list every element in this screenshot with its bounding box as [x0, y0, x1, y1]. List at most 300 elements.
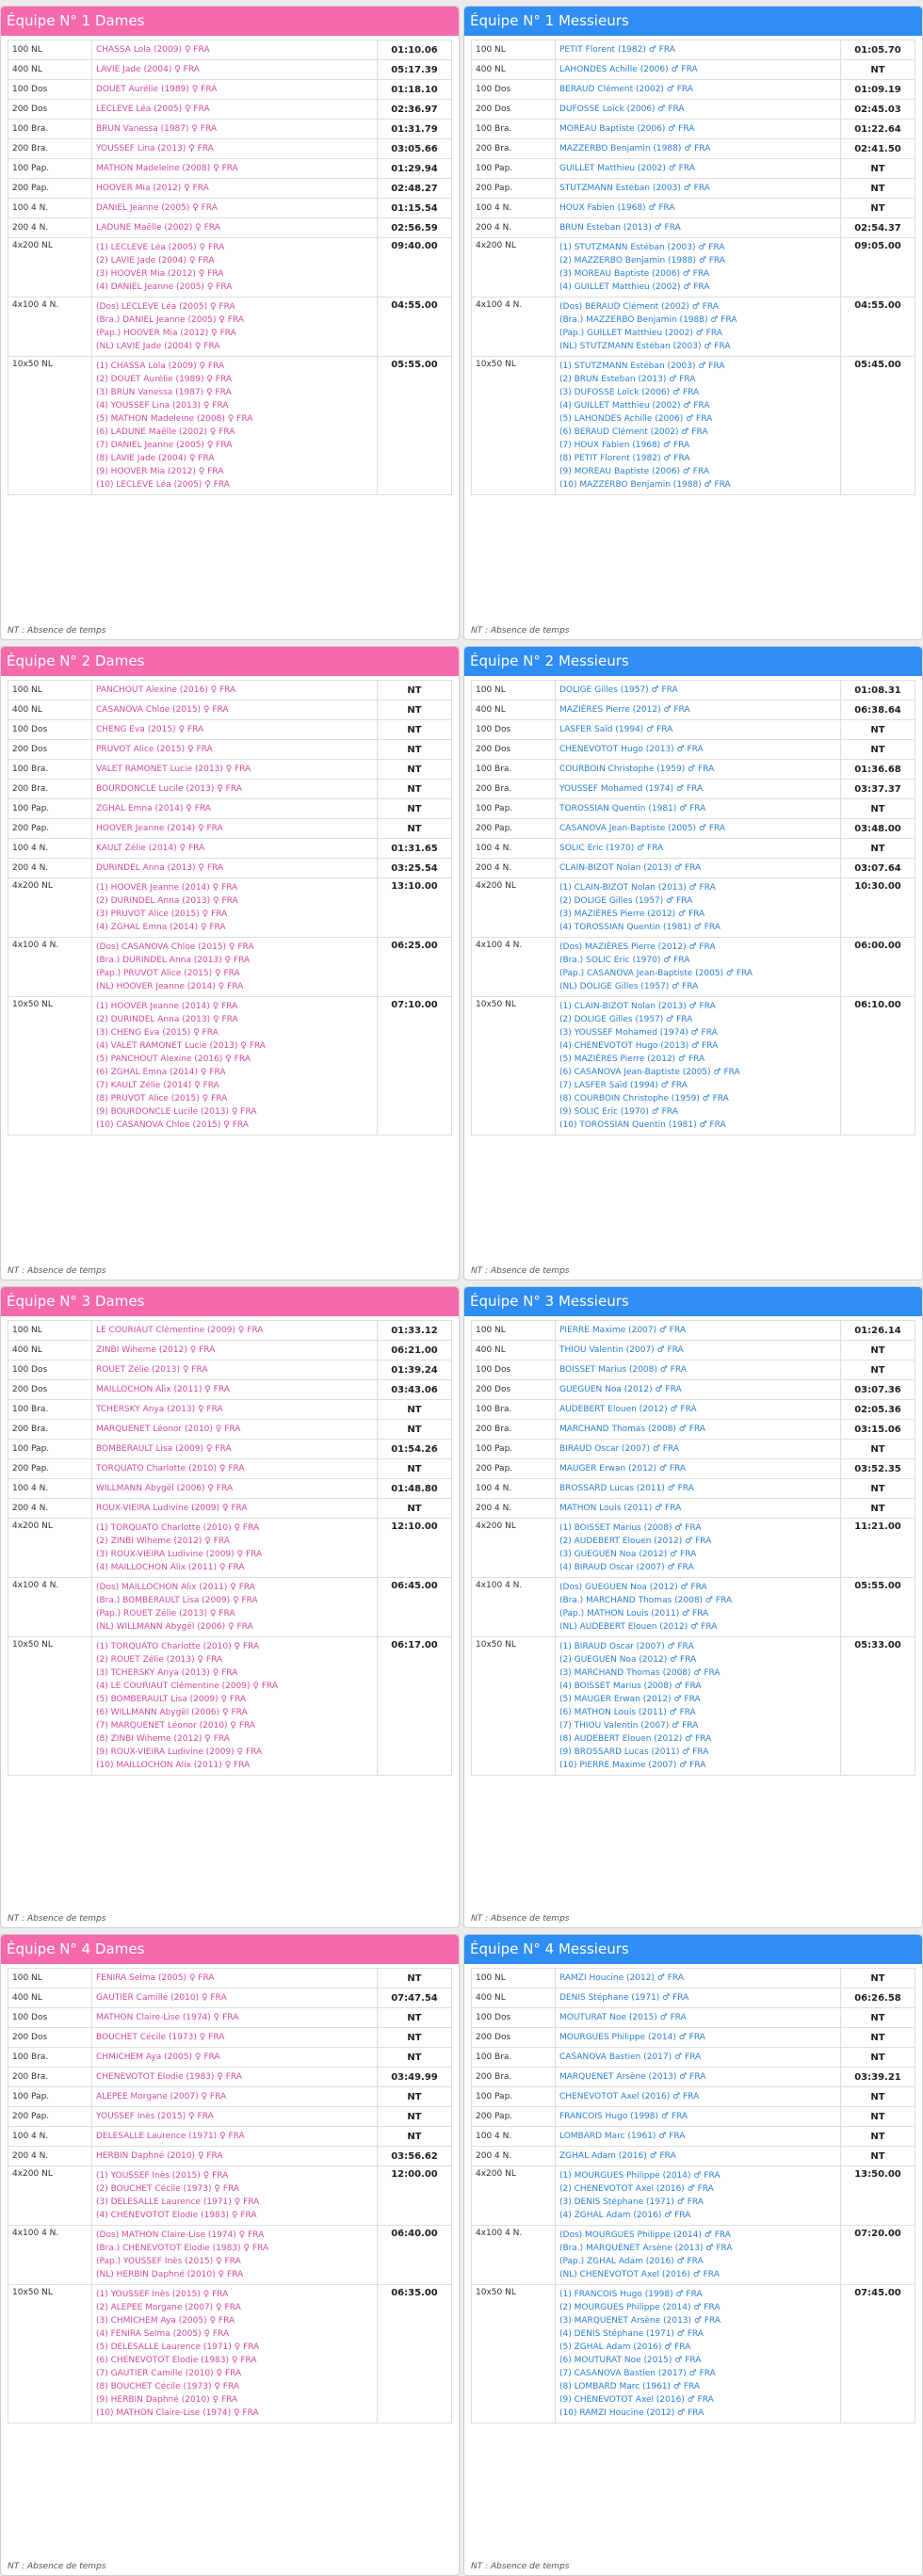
swimmer-entry: (2) DOLIGE Gilles (1957) ♂ FRA [559, 1015, 693, 1024]
event-row [8, 720, 452, 740]
event-label: 100 Bra. [8, 2048, 92, 2068]
swimmer-entry: (5) ZGHAL Adam (2016) ♂ FRA [559, 2343, 691, 2352]
swimmer-entry: (7) KAULT Zélie (2014) ♀ FRA [96, 1081, 219, 1090]
team-panel [463, 1286, 923, 1928]
time-value: 06:17.00 [378, 1637, 452, 1776]
event-label: 10x50 NL [472, 997, 556, 1135]
team-title: Équipe N° 4 Messieurs [464, 1935, 922, 1964]
time-value: 09:40.00 [378, 238, 452, 298]
event-row [472, 1988, 915, 2008]
swimmer-entry: (9) CHENEVOTOT Axel (2016) ♂ FRA [559, 2395, 714, 2405]
event-row [8, 740, 452, 760]
time-value: 03:43.06 [378, 1380, 452, 1400]
event-row [472, 120, 915, 139]
swimmer-entry: MATHON Louis (2011) ♂ FRA [559, 1504, 682, 1513]
swimmer-entry: (3) MARCHAND Thomas (2008) ♂ FRA [559, 1668, 721, 1678]
swimmer-entry: (2) DOLIGE Gilles (1957) ♂ FRA [559, 896, 693, 906]
event-row [472, 681, 915, 700]
time-value: 05:55.00 [841, 1578, 915, 1637]
event-row [8, 159, 452, 179]
event-label: 100 Bra. [472, 2048, 556, 2068]
swimmer-entry: (4) CHENEVOTOT Elodie (1983) ♀ FRA [96, 2211, 257, 2220]
swimmer-entry: (1) FRANCOIS Hugo (1998) ♂ FRA [559, 2290, 703, 2299]
swimmer-entry: (8) AUDEBERT Elouen (2012) ♂ FRA [559, 1734, 712, 1744]
time-value: 04:55.00 [841, 298, 915, 357]
event-label: 100 4 N. [8, 1479, 92, 1499]
time-value: 03:07.64 [841, 859, 915, 878]
swimmer-entry: (NL) AUDEBERT Elouen (2012) ♂ FRA [559, 1622, 718, 1632]
swimmer-entry: BRUN Vanessa (1987) ♀ FRA [96, 124, 218, 134]
time-value: 06:35.00 [378, 2285, 452, 2423]
swimmer-entry: PIERRE Maxime (2007) ♂ FRA [559, 1326, 687, 1335]
swimmer-entry: (Dos) MATHON Claire-Lise (1974) ♀ FRA [96, 2230, 265, 2240]
nt-legend: NT : Absence de temps [8, 626, 106, 636]
swimmers-cell [92, 1459, 378, 1479]
swimmer-entry: MAUGER Erwan (2012) ♂ FRA [559, 1464, 687, 1473]
time-value: 13:50.00 [841, 2166, 915, 2226]
swimmer-entry: (8) BOUCHET Cécile (1973) ♀ FRA [96, 2382, 240, 2391]
event-row [8, 1341, 452, 1360]
swimmers-cell [556, 2028, 841, 2048]
event-row [472, 100, 915, 120]
swimmer-entry: PANCHOUT Alexine (2016) ♀ FRA [96, 685, 236, 695]
event-row [472, 2107, 915, 2127]
team-table [471, 1320, 915, 1776]
time-value: 05:17.39 [378, 60, 452, 80]
swimmers-cell [556, 1988, 841, 2008]
time-value: NT [841, 2127, 915, 2147]
swimmer-entry: CHENEVOTOT Hugo (2013) ♂ FRA [559, 745, 704, 754]
event-row [8, 1479, 452, 1499]
swimmer-entry: (3) MARQUENET Arsène (2013) ♂ FRA [559, 2316, 721, 2326]
event-row [472, 2008, 915, 2028]
event-label: 4x200 NL [472, 2166, 556, 2226]
time-value: NT [378, 681, 452, 700]
swimmers-cell [92, 1479, 378, 1499]
swimmer-entry: (3) CHMICHEM Aya (2005) ♀ FRA [96, 2316, 235, 2326]
swimmer-entry: (10) LECLEVE Léa (2005) ♀ FRA [96, 480, 230, 490]
swimmer-entry: (7) HOUX Fabien (1968) ♂ FRA [559, 441, 690, 450]
swimmer-entry: (3) CHENG Eva (2015) ♀ FRA [96, 1028, 219, 1038]
time-value: NT [378, 700, 452, 720]
event-row [8, 997, 452, 1135]
swimmers-cell [556, 1479, 841, 1499]
swimmers-cell [556, 199, 841, 218]
swimmer-entry: (Pap.) HOOVER Mia (2012) ♀ FRA [96, 329, 236, 338]
event-row [472, 720, 915, 740]
event-row [8, 357, 452, 495]
event-label: 200 Bra. [472, 780, 556, 799]
swimmer-entry: LADUNE Maëlle (2002) ♀ FRA [96, 223, 220, 233]
swimmers-cell [92, 2147, 378, 2166]
swimmer-entry: DENIS Stéphane (1971) ♂ FRA [559, 1993, 689, 2003]
swimmer-entry: SOLIC Eric (1970) ♂ FRA [559, 844, 664, 853]
time-value: 02:05.36 [841, 1400, 915, 1420]
swimmer-entry: (4) ZGHAL Adam (2016) ♂ FRA [559, 2211, 691, 2220]
swimmer-entry: MATHON Claire-Lise (1974) ♀ FRA [96, 2013, 239, 2022]
swimmer-entry: (4) BOISSET Marius (2008) ♂ FRA [559, 1682, 702, 1691]
swimmers-cell [92, 100, 378, 120]
swimmer-entry: (Bra.) BOMBERAULT Lisa (2009) ♀ FRA [96, 1596, 258, 1605]
event-label: 100 Bra. [472, 1400, 556, 1420]
event-row [472, 2166, 915, 2226]
event-row [8, 1420, 452, 1440]
swimmer-entry: HOOVER Jeanne (2014) ♀ FRA [96, 824, 223, 833]
swimmer-entry: (Dos) CASANOVA Chloe (2015) ♀ FRA [96, 942, 254, 952]
time-value: NT [841, 159, 915, 179]
time-value: NT [841, 60, 915, 80]
event-row [8, 2166, 452, 2226]
swimmer-entry: (3) DELESALLE Laurence (1971) ♀ FRA [96, 2198, 260, 2207]
time-value: NT [841, 1360, 915, 1380]
swimmer-entry: (5) LAHONDES Achille (2006) ♂ FRA [559, 414, 713, 424]
swimmer-entry: (9) HERBIN Daphné (2010) ♀ FRA [96, 2395, 238, 2405]
time-value: 05:45.00 [841, 357, 915, 495]
event-label: 100 4 N. [472, 2127, 556, 2147]
event-row [8, 1321, 452, 1341]
swimmers-cell [556, 80, 841, 100]
swimmers-cell [92, 179, 378, 199]
swimmer-entry: (10) RAMZI Houcine (2012) ♂ FRA [559, 2408, 704, 2418]
event-row [8, 1459, 452, 1479]
swimmer-entry: (5) MAZIÈRES Pierre (2012) ♂ FRA [559, 1055, 705, 1064]
event-row [8, 839, 452, 859]
time-value: NT [841, 2087, 915, 2107]
event-row [472, 298, 915, 357]
swimmer-entry: (2) BOUCHET Cécile (1973) ♀ FRA [96, 2184, 240, 2194]
swimmers-cell [92, 1341, 378, 1360]
swimmers-cell [556, 1420, 841, 1440]
time-value: 03:05.66 [378, 139, 452, 159]
swimmers-cell [92, 2028, 378, 2048]
team-title: Équipe N° 3 Messieurs [464, 1287, 922, 1316]
swimmer-entry: BERAUD Clément (2002) ♂ FRA [559, 85, 693, 94]
event-row [472, 1440, 915, 1459]
swimmer-entry: (5) BOMBERAULT Lisa (2009) ♀ FRA [96, 1695, 247, 1704]
swimmers-cell [92, 2166, 378, 2226]
event-row [8, 2285, 452, 2423]
swimmer-entry: (10) MATHON Claire-Lise (1974) ♀ FRA [96, 2408, 259, 2418]
swimmer-entry: WILLMANN Abygël (2006) ♀ FRA [96, 1484, 234, 1493]
time-value: 01:48.80 [378, 1479, 452, 1499]
swimmer-entry: DUFOSSE Loïck (2006) ♂ FRA [559, 105, 685, 114]
swimmers-cell [92, 1519, 378, 1578]
swimmers-cell [556, 720, 841, 740]
swimmers-cell [556, 2285, 841, 2423]
swimmer-entry: (6) BERAUD Clément (2002) ♂ FRA [559, 427, 708, 437]
swimmer-entry: (10) MAZZERBO Benjamin (1988) ♂ FRA [559, 480, 731, 490]
event-row [472, 1479, 915, 1499]
swimmer-entry: LASFER Saïd (1994) ♂ FRA [559, 725, 673, 734]
swimmer-entry: (1) TORQUATO Charlotte (2010) ♀ FRA [96, 1523, 260, 1533]
swimmers-cell [556, 878, 841, 938]
event-label: 4x200 NL [8, 2166, 92, 2226]
event-label: 100 Pap. [8, 1440, 92, 1459]
nt-legend: NT : Absence de temps [471, 626, 570, 636]
swimmer-entry: (1) BOISSET Marius (2008) ♂ FRA [559, 1523, 702, 1533]
event-label: 100 Bra. [8, 120, 92, 139]
swimmers-cell [92, 159, 378, 179]
event-label: 100 Pap. [8, 799, 92, 819]
event-row [8, 2028, 452, 2048]
swimmer-entry: BOUCHET Cécile (1973) ♀ FRA [96, 2033, 225, 2042]
swimmers-cell [92, 1321, 378, 1341]
time-value: 03:25.54 [378, 859, 452, 878]
swimmers-cell [556, 120, 841, 139]
swimmers-cell [556, 1440, 841, 1459]
event-label: 100 NL [8, 1969, 92, 1988]
swimmer-entry: (5) MATHON Madeleine (2008) ♀ FRA [96, 414, 253, 424]
event-label: 100 Dos [472, 2008, 556, 2028]
time-value: 04:55.00 [378, 298, 452, 357]
event-label: 100 NL [472, 1969, 556, 1988]
event-label: 10x50 NL [8, 1637, 92, 1776]
swimmer-entry: (Bra.) MARCHAND Thomas (2008) ♂ FRA [559, 1596, 733, 1605]
time-value: NT [378, 1400, 452, 1420]
event-label: 100 Bra. [8, 1400, 92, 1420]
swimmer-entry: CASANOVA Bastien (2017) ♂ FRA [559, 2053, 702, 2062]
swimmer-entry: (2) MOURGUES Philippe (2014) ♂ FRA [559, 2303, 721, 2312]
event-label: 200 Bra. [8, 780, 92, 799]
nt-legend: NT : Absence de temps [471, 1266, 570, 1276]
event-label: 100 Dos [472, 80, 556, 100]
swimmers-cell [556, 2068, 841, 2087]
team-panel [463, 1934, 923, 2576]
swimmer-entry: (6) ZGHAL Emna (2014) ♀ FRA [96, 1068, 226, 1077]
event-label: 100 NL [8, 1321, 92, 1341]
event-row [472, 1519, 915, 1578]
time-value: 01:09.19 [841, 80, 915, 100]
swimmers-cell [92, 80, 378, 100]
swimmer-entry: (3) MOREAU Baptiste (2006) ♂ FRA [559, 269, 709, 279]
event-label: 200 4 N. [472, 1499, 556, 1519]
time-value: 01:36.68 [841, 760, 915, 780]
time-value: 06:40.00 [378, 2226, 452, 2285]
swimmers-cell [556, 997, 841, 1135]
event-label: 400 NL [472, 60, 556, 80]
event-row [472, 1637, 915, 1776]
swimmer-entry: (3) BRUN Vanessa (1987) ♀ FRA [96, 388, 232, 397]
time-value: NT [841, 1341, 915, 1360]
time-value: 11:21.00 [841, 1519, 915, 1578]
swimmer-entry: (4) MAILLOCHON Alix (2011) ♀ FRA [96, 1563, 245, 1572]
event-row [8, 1499, 452, 1519]
swimmer-entry: TOROSSIAN Quentin (1981) ♂ FRA [559, 804, 706, 813]
swimmers-cell [92, 1578, 378, 1637]
swimmer-entry: (3) PRUVOT Alice (2015) ♀ FRA [96, 910, 228, 919]
event-row [472, 997, 915, 1135]
swimmer-entry: (2) CHENEVOTOT Axel (2016) ♂ FRA [559, 2184, 714, 2194]
swimmer-entry: (1) CLAIN-BIZOT Nolan (2013) ♂ FRA [559, 1002, 716, 1011]
time-value: 10:30.00 [841, 878, 915, 938]
time-value: NT [378, 780, 452, 799]
time-value: 12:00.00 [378, 2166, 452, 2226]
swimmers-cell [556, 1459, 841, 1479]
event-label: 400 NL [472, 700, 556, 720]
event-row [472, 2285, 915, 2423]
event-label: 200 Bra. [472, 2068, 556, 2087]
swimmers-cell [556, 681, 841, 700]
time-value: 06:45.00 [378, 1578, 452, 1637]
event-label: 200 4 N. [8, 859, 92, 878]
swimmer-entry: (4) ZGHAL Emna (2014) ♀ FRA [96, 923, 226, 932]
event-row [8, 859, 452, 878]
team-table [8, 40, 452, 495]
swimmer-entry: (7) CASANOVA Bastien (2017) ♂ FRA [559, 2369, 716, 2378]
event-label: 200 4 N. [472, 2147, 556, 2166]
event-row [472, 2048, 915, 2068]
event-row [472, 740, 915, 760]
swimmers-cell [556, 799, 841, 819]
swimmer-entry: (Dos) GUEGUEN Noa (2012) ♂ FRA [559, 1583, 707, 1592]
swimmer-entry: LAHONDES Achille (2006) ♂ FRA [559, 65, 698, 74]
swimmer-entry: PRUVOT Alice (2015) ♀ FRA [96, 745, 213, 754]
swimmer-entry: (Bra.) MARQUENET Arsène (2013) ♂ FRA [559, 2244, 733, 2253]
event-label: 200 Bra. [8, 139, 92, 159]
swimmer-entry: MARQUENET Léonor (2010) ♀ FRA [96, 1425, 241, 1434]
swimmer-entry: BRUN Esteban (2013) ♂ FRA [559, 223, 681, 233]
event-label: 200 Dos [472, 1380, 556, 1400]
swimmer-entry: MARCHAND Thomas (2008) ♂ FRA [559, 1425, 705, 1434]
time-value: 01:33.12 [378, 1321, 452, 1341]
event-label: 200 Pap. [8, 1459, 92, 1479]
swimmer-entry: BOURDONCLE Lucile (2013) ♀ FRA [96, 784, 242, 794]
swimmer-entry: (8) PRUVOT Alice (2015) ♀ FRA [96, 1094, 228, 1103]
event-row [8, 780, 452, 799]
swimmer-entry: (7) GAUTIER Camille (2010) ♀ FRA [96, 2369, 242, 2378]
swimmer-entry: (10) CASANOVA Chloe (2015) ♀ FRA [96, 1120, 249, 1130]
event-row [8, 2008, 452, 2028]
swimmer-entry: (NL) HOOVER Jeanne (2014) ♀ FRA [96, 982, 244, 991]
swimmer-entry: (1) TORQUATO Charlotte (2010) ♀ FRA [96, 1642, 260, 1651]
time-value: 05:33.00 [841, 1637, 915, 1776]
team-panel [463, 6, 923, 640]
swimmer-entry: ROUX-VIEIRA Ludivine (2009) ♀ FRA [96, 1504, 248, 1513]
event-label: 100 4 N. [472, 199, 556, 218]
event-label: 200 Dos [472, 2028, 556, 2048]
swimmer-entry: CASANOVA Jean-Baptiste (2005) ♂ FRA [559, 824, 726, 833]
swimmer-entry: (1) HOOVER Jeanne (2014) ♀ FRA [96, 883, 238, 893]
nt-legend: NT : Absence de temps [8, 1914, 106, 1924]
swimmer-entry: (3) YOUSSEF Mohamed (1974) ♂ FRA [559, 1028, 718, 1038]
event-row [8, 40, 452, 60]
swimmers-cell [92, 2226, 378, 2285]
event-row [472, 139, 915, 159]
swimmers-cell [92, 1637, 378, 1776]
event-row [8, 1519, 452, 1578]
swimmers-cell [92, 1440, 378, 1459]
event-label: 400 NL [8, 1341, 92, 1360]
time-value: 06:26.58 [841, 1988, 915, 2008]
time-value: 12:10.00 [378, 1519, 452, 1578]
time-value: 03:49.99 [378, 2068, 452, 2087]
swimmers-cell [92, 199, 378, 218]
time-value: NT [378, 2127, 452, 2147]
event-row [8, 2107, 452, 2127]
swimmers-cell [92, 1360, 378, 1380]
swimmer-entry: (Dos) MOURGUES Philippe (2014) ♂ FRA [559, 2230, 731, 2240]
event-label: 4x100 4 N. [472, 298, 556, 357]
event-label: 200 Pap. [8, 179, 92, 199]
swimmer-entry: (Bra.) SOLIC Eric (1970) ♂ FRA [559, 956, 690, 965]
swimmers-cell [556, 179, 841, 199]
swimmers-cell [556, 1321, 841, 1341]
swimmer-entry: (7) LASFER Saïd (1994) ♂ FRA [559, 1081, 688, 1090]
event-label: 100 Pap. [472, 159, 556, 179]
event-label: 200 Dos [8, 740, 92, 760]
swimmer-entry: (Pap.) YOUSSEF Inès (2015) ♀ FRA [96, 2257, 241, 2266]
swimmer-entry: COURBOIN Christophe (1959) ♂ FRA [559, 765, 715, 774]
swimmer-entry: (7) THIOU Valentin (2007) ♂ FRA [559, 1721, 699, 1731]
swimmer-entry: (1) YOUSSEF Inès (2015) ♀ FRA [96, 2171, 229, 2181]
swimmers-cell [556, 740, 841, 760]
time-value: 03:39.21 [841, 2068, 915, 2087]
event-row [8, 1988, 452, 2008]
time-value: NT [378, 1969, 452, 1988]
event-row [8, 60, 452, 80]
swimmer-entry: (5) MAUGER Erwan (2012) ♂ FRA [559, 1695, 701, 1704]
time-value: 07:45.00 [841, 2285, 915, 2423]
event-row [8, 1360, 452, 1380]
event-row [8, 681, 452, 700]
swimmers-cell [92, 799, 378, 819]
event-row [8, 2068, 452, 2087]
event-row [8, 218, 452, 238]
swimmer-entry: MATHON Madeleine (2008) ♀ FRA [96, 164, 238, 173]
swimmer-entry: CHENEVOTOT Elodie (1983) ♀ FRA [96, 2072, 242, 2082]
team-table [471, 680, 915, 1135]
swimmers-cell [556, 298, 841, 357]
event-row [472, 2226, 915, 2285]
swimmer-entry: (Bra.) CHENEVOTOT Elodie (1983) ♀ FRA [96, 2244, 269, 2253]
swimmers-cell [92, 2107, 378, 2127]
swimmer-entry: (6) MOUTURAT Noe (2015) ♂ FRA [559, 2356, 702, 2365]
time-value: NT [378, 2107, 452, 2127]
swimmers-cell [92, 720, 378, 740]
swimmers-cell [92, 238, 378, 298]
event-row [8, 1440, 452, 1459]
event-label: 100 NL [472, 681, 556, 700]
event-label: 100 Dos [472, 1360, 556, 1380]
event-row [8, 238, 452, 298]
time-value: NT [378, 799, 452, 819]
event-label: 4x200 NL [472, 878, 556, 938]
event-row [472, 819, 915, 839]
event-row [472, 2127, 915, 2147]
event-row [472, 1341, 915, 1360]
swimmers-cell [556, 2147, 841, 2166]
event-label: 4x100 4 N. [8, 2226, 92, 2285]
swimmer-entry: ROUET Zélie (2013) ♀ FRA [96, 1365, 208, 1375]
swimmer-entry: (1) YOUSSEF Inès (2015) ♀ FRA [96, 2290, 229, 2299]
swimmer-entry: (3) TCHERSKY Anya (2013) ♀ FRA [96, 1668, 238, 1678]
swimmer-entry: (8) PETIT Florent (1982) ♂ FRA [559, 454, 690, 463]
time-value: 07:20.00 [841, 2226, 915, 2285]
event-row [472, 760, 915, 780]
time-value: NT [841, 720, 915, 740]
time-value: NT [841, 1479, 915, 1499]
nt-legend: NT : Absence de temps [8, 2562, 106, 2571]
nt-legend: NT : Absence de temps [471, 2562, 570, 2571]
team-title: Équipe N° 4 Dames [1, 1935, 459, 1964]
event-label: 100 NL [472, 40, 556, 60]
event-label: 400 NL [8, 1988, 92, 2008]
swimmer-entry: GAUTIER Camille (2010) ♀ FRA [96, 1993, 227, 2003]
swimmer-entry: (8) LAVIE Jade (2004) ♀ FRA [96, 454, 215, 463]
event-label: 200 4 N. [472, 859, 556, 878]
swimmer-entry: LOMBARD Marc (1961) ♂ FRA [559, 2132, 686, 2141]
swimmer-entry: (8) ZINBI Wiheme (2012) ♀ FRA [96, 1734, 230, 1744]
